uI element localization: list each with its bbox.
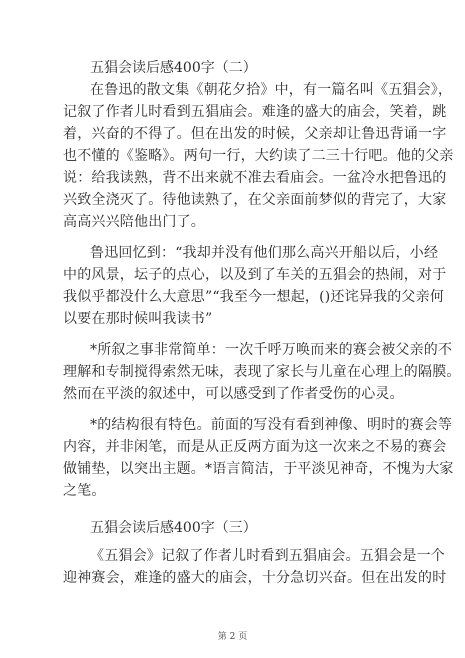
text-line: 做铺垫，以突出主题。*语言简洁，于平淡见神奇，不愧为大家: [63, 461, 454, 477]
text-line: 记叙了作者儿时看到五猖庙会。难逢的盛大的庙会，笑着，跳: [63, 104, 447, 120]
text-line: *所叙之事非常简单：一次千呼万唤而来的赛会被父亲的不: [90, 342, 453, 358]
text-line: *的结构很有特色。前面的写没有看到神像、明时的赛会等: [90, 417, 453, 433]
text-line: 《五猖会》记叙了作者儿时看到五猖庙会。五猖会是一个: [90, 548, 445, 564]
text-line: 之笔。: [63, 483, 106, 499]
text-line: 然而在平淡的叙述中，可以感受到了作者受伤的心灵。: [63, 386, 404, 402]
text-line: 迎神赛会，难逢的盛大的庙会，十分急切兴奋。但在出发的时: [63, 570, 447, 586]
text-line: 鲁迅回忆到：“我却并没有他们那么高兴开船以后，小经: [90, 245, 439, 261]
text-line: 中的风景，坛子的点心，以及到了车关的五猖会的热闹，对于: [63, 267, 447, 283]
section-title-2: 五猖会读后感400字（二）: [90, 60, 257, 76]
text-line: 着，兴奋的不得了。但在出发的时候，父亲却让鲁迅背诵一字: [63, 126, 447, 142]
text-line: 高高兴兴陪他出门了。: [63, 214, 205, 230]
text-line: 我似乎都没什么大意思”“我至今一想起，()还诧异我的父亲何: [63, 289, 445, 305]
text-line: 兴致全浇灭了。待他读熟了，在父亲面前梦似的背完了，大家: [63, 192, 447, 208]
page-number: 第 2 页: [217, 632, 248, 642]
text-line: 也不懂的《鉴略》。两句一行，大约读了二三十行吧。他的父亲: [63, 148, 454, 164]
text-line: 说：给我读熟，背不出来就不准去看庙会。一盆冷水把鲁迅的: [63, 170, 447, 186]
text-line: 在鲁迅的散文集《朝花夕拾》中，有一篇名叫《五猖会》，: [90, 82, 453, 98]
text-line: 以要在那时候叫我读书”: [63, 311, 213, 327]
section-title-3: 五猖会读后感400字（三）: [90, 520, 257, 536]
text-line: 理解和专制搅得索然无味，表现了家长与儿童在心理上的隔膜。: [63, 364, 461, 380]
text-line: 内容，并非闲笔，而是从正反两方面为这一次来之不易的赛会: [63, 439, 447, 455]
